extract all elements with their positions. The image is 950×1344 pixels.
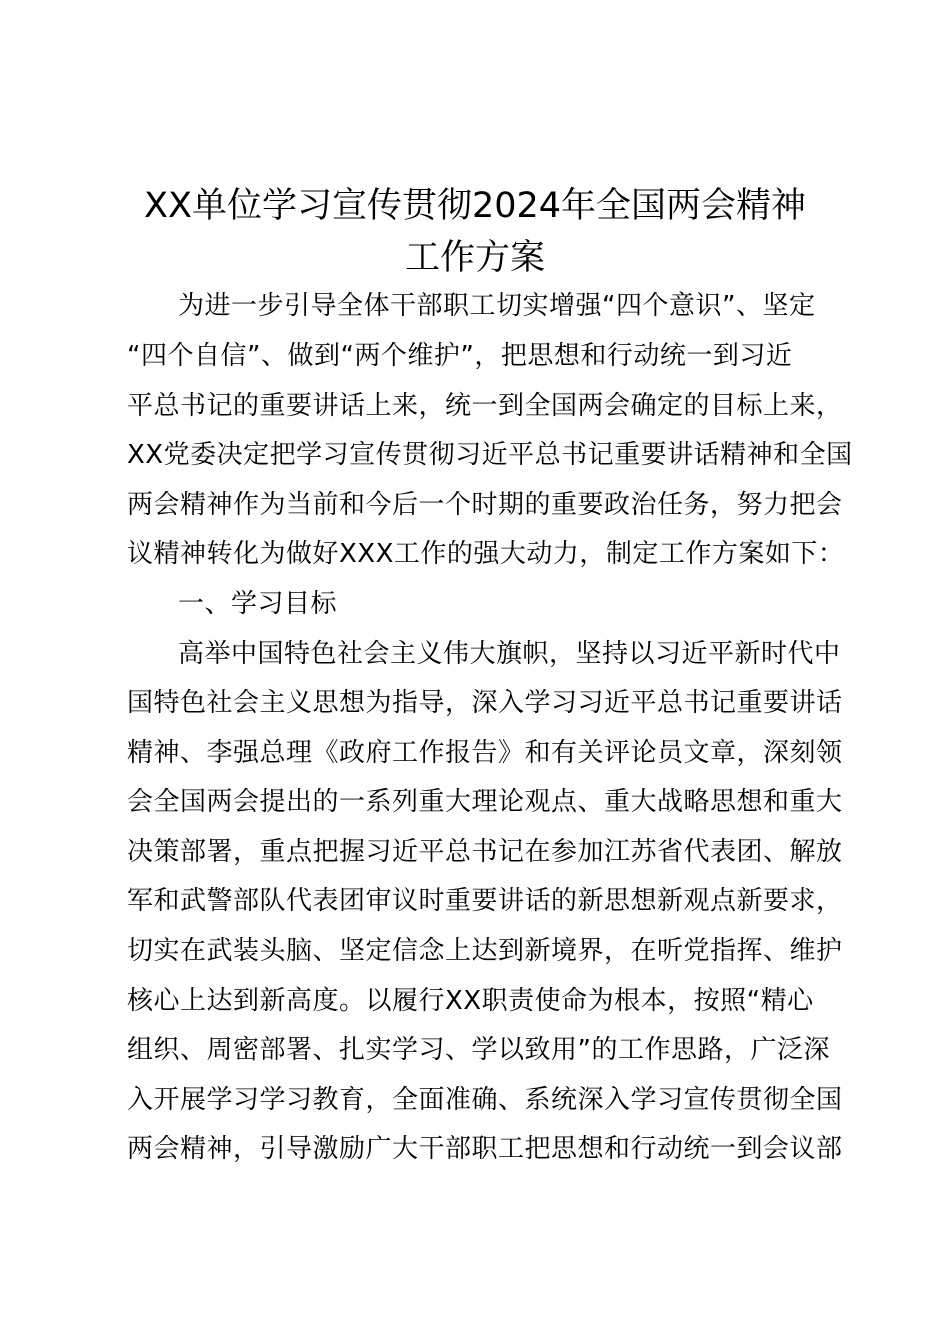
paragraph-1-line-3: 平总书记的重要讲话上来，统一到全国两会确定的目标上来， bbox=[127, 391, 843, 421]
paragraph-2-line-5: 决策部署，重点把握习近平总书记在参加江苏省代表团、解放 bbox=[127, 837, 843, 867]
paragraph-1-line-2: “四个自信”、做到“两个维护”，把思想和行动统一到习近 bbox=[127, 341, 793, 371]
document-title-line-1: XX单位学习宣传贯彻2024年全国两会精神 bbox=[143, 186, 807, 226]
paragraph-2-line-10: 入开展学习学习教育，全面准确、系统深入学习宣传贯彻全国 bbox=[127, 1085, 843, 1115]
paragraph-2-line-7: 切实在武装头脑、坚定信念上达到新境界，在听党指挥、维护 bbox=[127, 936, 843, 966]
paragraph-2-line-6: 军和武警部队代表团审议时重要讲话的新思想新观点新要求， bbox=[127, 886, 843, 916]
section-heading-1: 一、学习目标 bbox=[178, 589, 338, 619]
paragraph-1-line-6: 议精神转化为做好XXX工作的强大动力，制定工作方案如下： bbox=[127, 539, 845, 569]
paragraph-2-line-1: 高举中国特色社会主义伟大旗帜，坚持以习近平新时代中 bbox=[178, 639, 841, 669]
paragraph-2-line-9: 组织、周密部署、扎实学习、学以致用”的工作思路，广泛深 bbox=[127, 1035, 830, 1065]
paragraph-2-line-8: 核心上达到新高度。以履行XX职责使命为根本，按照“精心 bbox=[127, 986, 814, 1016]
paragraph-2-line-4: 会全国两会提出的一系列重大理论观点、重大战略思想和重大 bbox=[127, 787, 843, 817]
paragraph-2-line-11: 两会精神，引导激励广大干部职工把思想和行动统一到会议部 bbox=[127, 1134, 843, 1164]
paragraph-2-line-3: 精神、李强总理《政府工作报告》和有关评论员文章，深刻领 bbox=[127, 738, 843, 768]
paragraph-1-line-5: 两会精神作为当前和今后一个时期的重要政治任务，努力把会 bbox=[127, 490, 843, 520]
paragraph-1-line-1: 为进一步引导全体干部职工切实增强“四个意识”、坚定 bbox=[178, 291, 816, 321]
paragraph-2-line-2: 国特色社会主义思想为指导，深入学习习近平总书记重要讲话 bbox=[127, 688, 843, 718]
paragraph-1-line-4: XX党委决定把学习宣传贯彻习近平总书记重要讲话精神和全国 bbox=[127, 440, 853, 470]
document-title-line-2: 工作方案 bbox=[404, 238, 545, 278]
